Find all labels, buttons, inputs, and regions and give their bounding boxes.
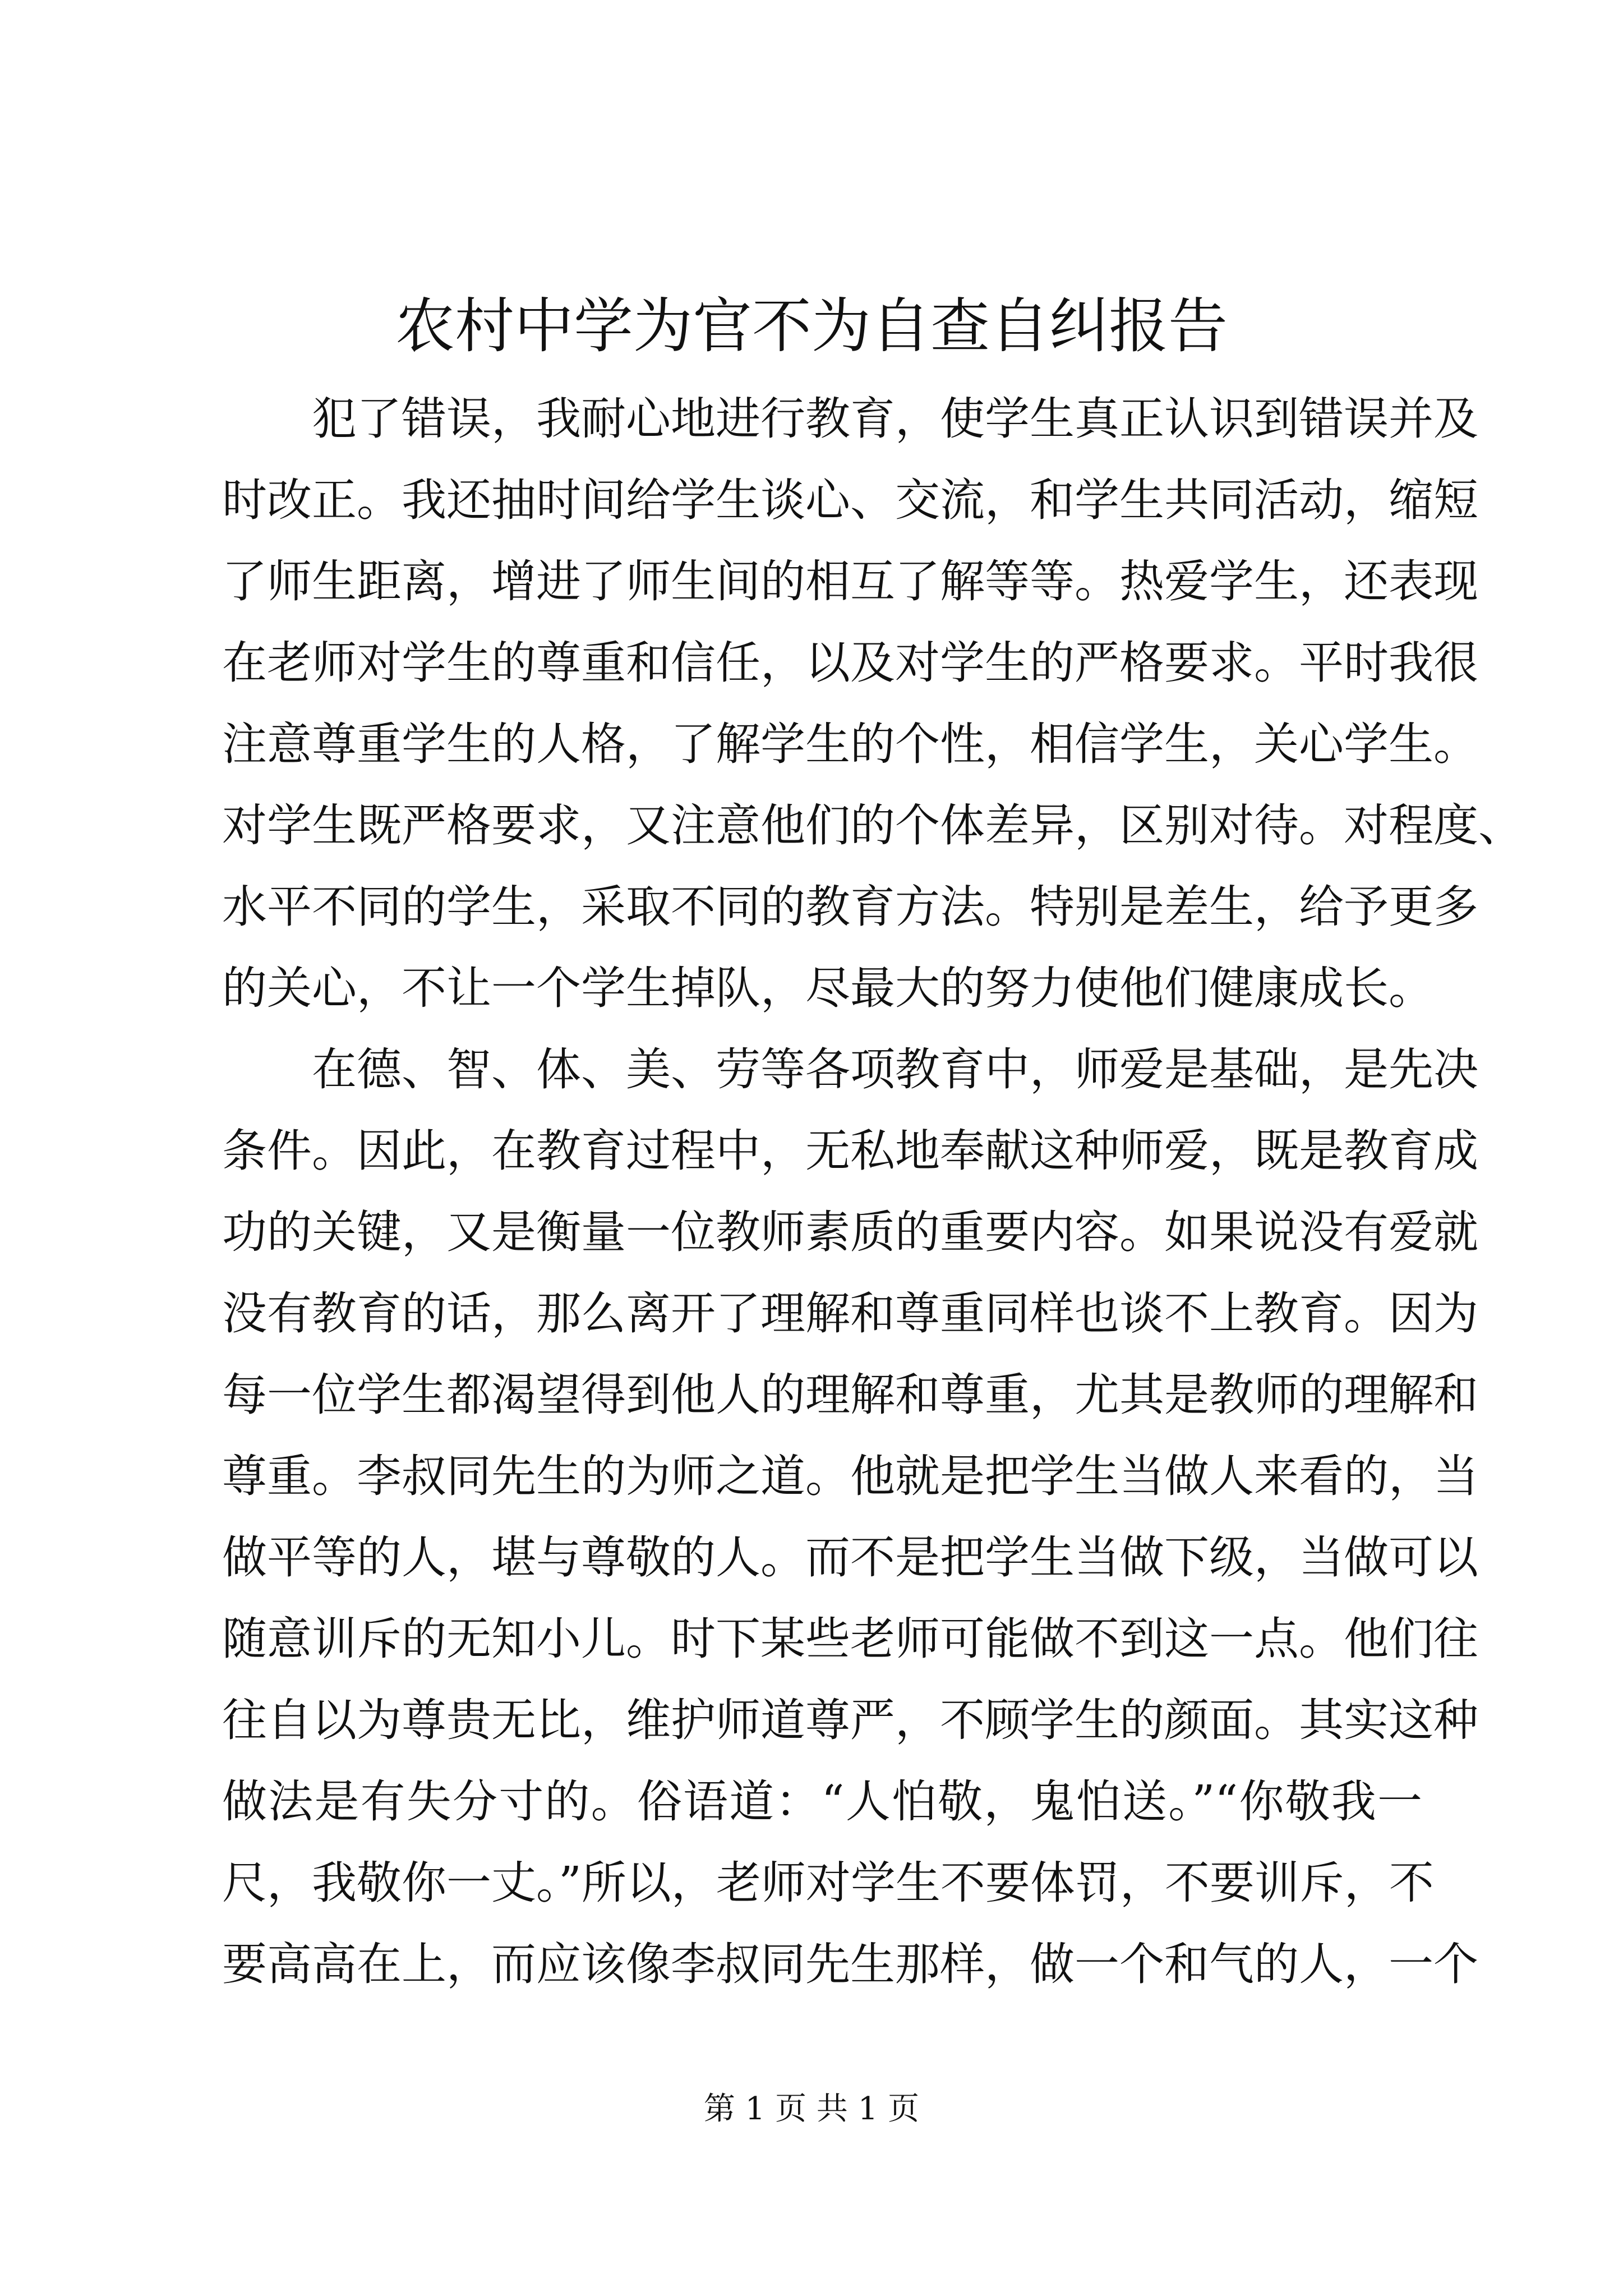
- paragraph-1-line-4: 在老师对学生的尊重和信任，以及对学生的严格要求。平时我很: [222, 637, 1478, 689]
- paragraph-2-line-1: 在德、智、体、美、劳等各项教育中，师爱是基础，是先决: [312, 1043, 1478, 1096]
- paragraph-2-line-6: 尊重。李叔同先生的为师之道。他就是把学生当做人来看的，当: [222, 1450, 1478, 1502]
- paragraph-2-line-12: 要高高在上，而应该像李叔同先生那样，做一个和气的人，一个: [222, 1938, 1478, 1990]
- page-number-footer: 第 1 页 共 1 页: [703, 2091, 920, 2127]
- paragraph-2-line-11: 尺，我敬你一丈。”所以，老师对学生不要体罚，不要训斥，不: [222, 1857, 1434, 1909]
- paragraph-2-line-8: 随意训斥的无知小儿。时下某些老师可能做不到这一点。他们往: [222, 1613, 1478, 1665]
- paragraph-1-line-1: 犯了错误，我耐心地进行教育，使学生真正认识到错误并及: [312, 393, 1478, 445]
- paragraph-1-line-5: 注意尊重学生的人格，了解学生的个性，相信学生，关心学生。: [222, 718, 1478, 770]
- paragraph-1-line-2: 时改正。我还抽时间给学生谈心、交流，和学生共同活动，缩短: [222, 474, 1478, 526]
- paragraph-2-line-10: 做法是有失分寸的。俗语道：“人怕敬，鬼怕送。”“你敬我一: [222, 1775, 1422, 1828]
- paragraph-2-line-3: 功的关键，又是衡量一位教师素质的重要内容。如果说没有爱就: [222, 1206, 1478, 1258]
- paragraph-2-line-4: 没有教育的话，那么离开了理解和尊重同样也谈不上教育。因为: [222, 1287, 1478, 1340]
- paragraph-2-line-9: 往自以为尊贵无比，维护师道尊严，不顾学生的颜面。其实这种: [222, 1694, 1478, 1746]
- paragraph-2-line-5: 每一位学生都渴望得到他人的理解和尊重，尤其是教师的理解和: [222, 1369, 1478, 1421]
- paragraph-1-line-8: 的关心，不让一个学生掉队，尽最大的努力使他们健康成长。: [222, 962, 1433, 1014]
- paragraph-1-line-3: 了师生距离，增进了师生间的相互了解等等。热爱学生，还表现: [222, 555, 1478, 608]
- paragraph-2-line-7: 做平等的人，堪与尊敬的人。而不是把学生当做下级，当做可以: [222, 1531, 1478, 1584]
- paragraph-2-line-2: 条件。因此，在教育过程中，无私地奉献这种师爱，既是教育成: [222, 1125, 1478, 1177]
- document-title: 农村中学为官不为自查自纠报告: [395, 292, 1228, 361]
- paragraph-1-line-6: 对学生既严格要求，又注意他们的个体差异，区别对待。对程度、: [222, 799, 1523, 852]
- paragraph-1-line-7: 水平不同的学生，采取不同的教育方法。特别是差生，给予更多: [222, 881, 1478, 933]
